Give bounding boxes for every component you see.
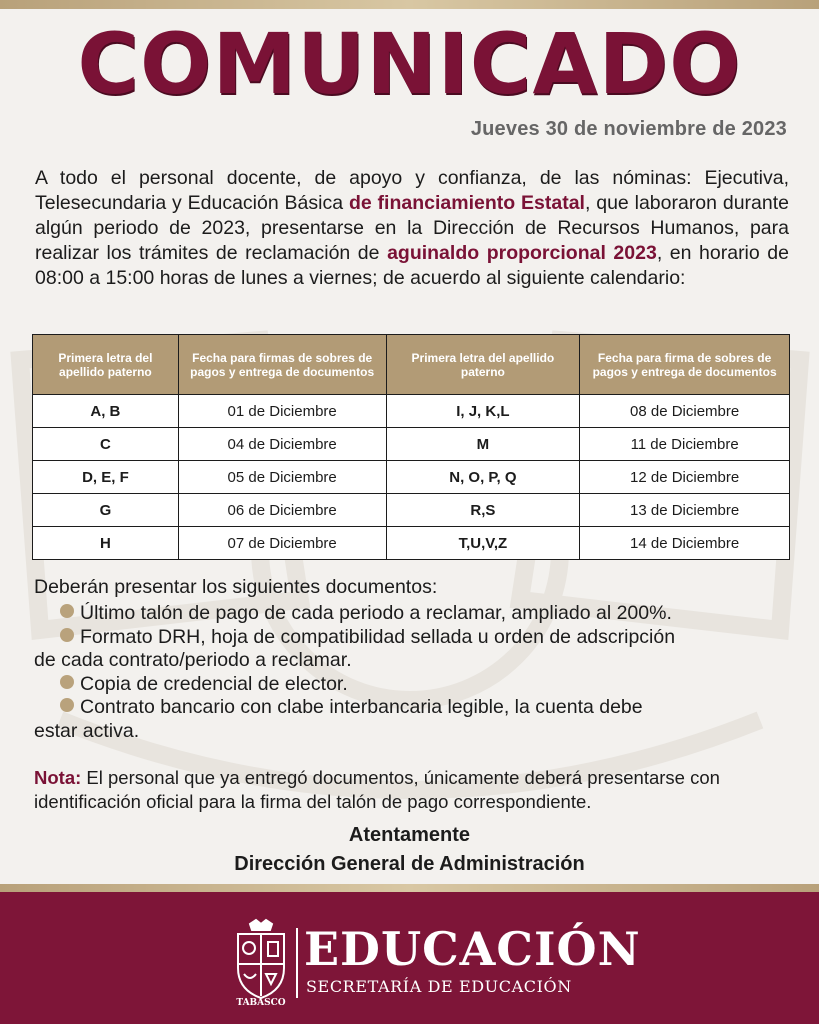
document-item-text: Copia de credencial de elector. xyxy=(80,672,348,695)
table-row xyxy=(33,395,790,428)
document-item-text: Contrato bancario con clabe interbancaria legible, la cuenta debe xyxy=(80,696,643,718)
document-item-text: Último talón de pago de cada periodo a reclamar, ampliado al 200%. xyxy=(80,602,672,624)
gold-circle-bullet-icon xyxy=(60,675,74,689)
gold-circle-bullet-icon xyxy=(60,604,74,618)
table-row xyxy=(33,461,790,494)
intro-highlight-aguinaldo: aguinaldo proporcional 2023 xyxy=(387,242,657,264)
table-cell-letters: D, E, F xyxy=(33,461,179,494)
documents-list xyxy=(34,602,790,743)
list-item xyxy=(60,602,790,626)
note-paragraph xyxy=(34,766,794,814)
table-cell-date: 12 de Diciembre xyxy=(580,461,790,494)
documents-title: Deberán presentar los siguientes documentos: xyxy=(34,576,438,598)
table-cell-letters: A, B xyxy=(33,395,179,428)
document-item-text: Formato DRH, hoja de compatibilidad sellada u orden de adscripción xyxy=(80,625,676,648)
table-cell-letters: H xyxy=(33,527,179,560)
intro-text-3: , en horario de 08:00 a 15:00 horas de lunes a viernes; de acuerdo al siguiente calendario: xyxy=(35,242,789,289)
gold-circle-bullet-icon xyxy=(60,628,74,642)
list-item xyxy=(34,696,790,743)
table-cell-date: 05 de Diciembre xyxy=(178,461,386,494)
page-title: COMUNICADO xyxy=(77,15,742,113)
table-header-row xyxy=(33,335,790,395)
table-cell-letters: C xyxy=(33,428,179,461)
intro-text-1: A todo el personal docente, de apoyo y confianza, de las nóminas: Ejecutiva, Telesecundaria y Educación Básica xyxy=(35,167,789,214)
publication-date: Jueves 30 de noviembre de 2023 xyxy=(470,118,787,140)
table-cell-letters: I, J, K,L xyxy=(386,395,580,428)
table-cell-date: 07 de Diciembre xyxy=(178,527,386,560)
table-cell-letters: T,U,V,Z xyxy=(386,527,580,560)
table-cell-date: 06 de Diciembre xyxy=(178,494,386,527)
intro-highlight-financiamiento: de financiamiento Estatal xyxy=(348,192,585,214)
header-letter-2: Primera letra del apellido paterno xyxy=(386,335,580,395)
shield-label: TABASCO xyxy=(236,998,286,1008)
table-row xyxy=(33,494,790,527)
table-cell-date: 11 de Diciembre xyxy=(580,428,790,461)
table-cell-letters: R,S xyxy=(386,494,580,527)
document-item-continuation: de cada contrato/periodo a reclamar. xyxy=(34,649,352,671)
gold-circle-bullet-icon xyxy=(60,698,74,712)
header-date-1: Fecha para firmas de sobres de pagos y entrega de documentos xyxy=(178,335,386,395)
header-date-2: Fecha para firma de sobres de pagos y entrega de documentos xyxy=(580,335,790,395)
table-row xyxy=(33,527,790,560)
table-cell-letters: N, O, P, Q xyxy=(386,461,580,494)
list-item xyxy=(34,625,790,673)
signature-closing: Atentamente xyxy=(348,824,471,846)
signature-department: Dirección General de Administración xyxy=(234,853,585,875)
document-item-continuation: estar activa. xyxy=(34,719,140,742)
table-cell-date: 04 de Diciembre xyxy=(178,428,386,461)
note-text: El personal que ya entregó documentos, únicamente deberá presentarse con identificación oficial para la firma del talón de pago correspondiente. xyxy=(34,767,720,812)
header-letter-1: Primera letra del apellido paterno xyxy=(33,335,179,395)
list-item xyxy=(60,673,790,697)
table-cell-letters: G xyxy=(33,494,179,527)
intro-paragraph xyxy=(35,166,789,291)
note-label: Nota: xyxy=(34,767,82,788)
table-cell-date: 13 de Diciembre xyxy=(580,494,790,527)
calendar-table xyxy=(32,334,790,560)
table-row xyxy=(33,428,790,461)
table-cell-date: 08 de Diciembre xyxy=(580,395,790,428)
table-cell-date: 01 de Diciembre xyxy=(178,395,386,428)
top-gold-bar xyxy=(0,0,819,9)
table-cell-date: 14 de Diciembre xyxy=(580,527,790,560)
footer-title: EDUCACIÓN xyxy=(304,922,641,976)
table-cell-letters: M xyxy=(386,428,580,461)
footer-gold-bar xyxy=(0,884,819,892)
intro-text-2: , que laboraron durante algún periodo de 2023, presentarse en la Dirección de Recursos Humanos, para realizar los trámites de reclamación de xyxy=(35,192,789,264)
footer-divider xyxy=(296,928,298,998)
tabasco-coat-of-arms-icon xyxy=(232,918,290,1000)
footer-subtitle: SECRETARÍA DE EDUCACIÓN xyxy=(306,977,572,996)
